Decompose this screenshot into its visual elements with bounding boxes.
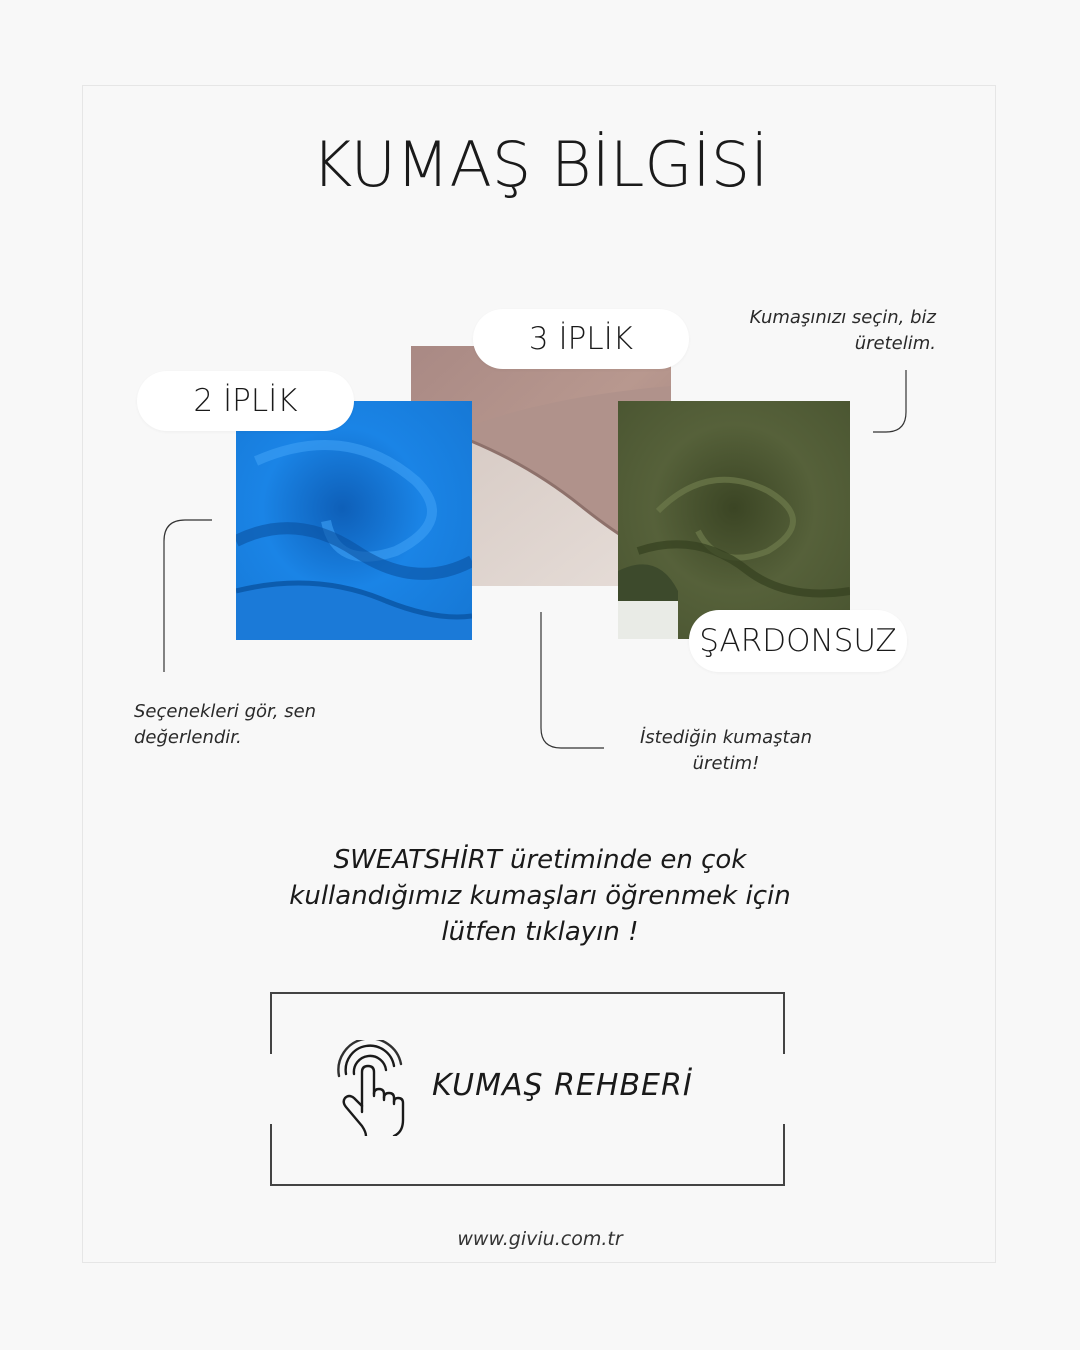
- tap-hand-icon: [332, 1040, 412, 1136]
- note-top-right: Kumaşınızı seçin, biz üretelim.: [749, 307, 936, 354]
- guide-button-label: KUMAŞ REHBERİ: [432, 1068, 693, 1103]
- fabric-label-sardonsuz: ŞARDONSUZ: [689, 610, 907, 672]
- page-title: KUMAŞ BİLGİSİ: [311, 128, 769, 201]
- fabric-swatch-2-iplik: [236, 401, 472, 640]
- cta-line-1: SWEATSHİRT üretiminde en çok: [333, 845, 747, 875]
- cta-line-3: lütfen tıklayın !: [441, 917, 639, 947]
- note-bottom: İstediğin kumaştan üretim!: [639, 727, 813, 774]
- cta-line-2: kullandığımız kumaşları öğrenmek için: [289, 881, 791, 911]
- fabric-label-3-iplik: 3 İPLİK: [473, 309, 689, 369]
- fabric-swatch-sardonsuz: [618, 401, 850, 639]
- fabric-label-2-iplik: 2 İPLİK: [137, 371, 354, 431]
- footer-url[interactable]: www.giviu.com.tr: [457, 1228, 623, 1250]
- cta-text: [0, 842, 1080, 950]
- fabric-guide-button[interactable]: [270, 992, 785, 1186]
- note-left: Seçenekleri gör, sen değerlendir.: [134, 701, 317, 748]
